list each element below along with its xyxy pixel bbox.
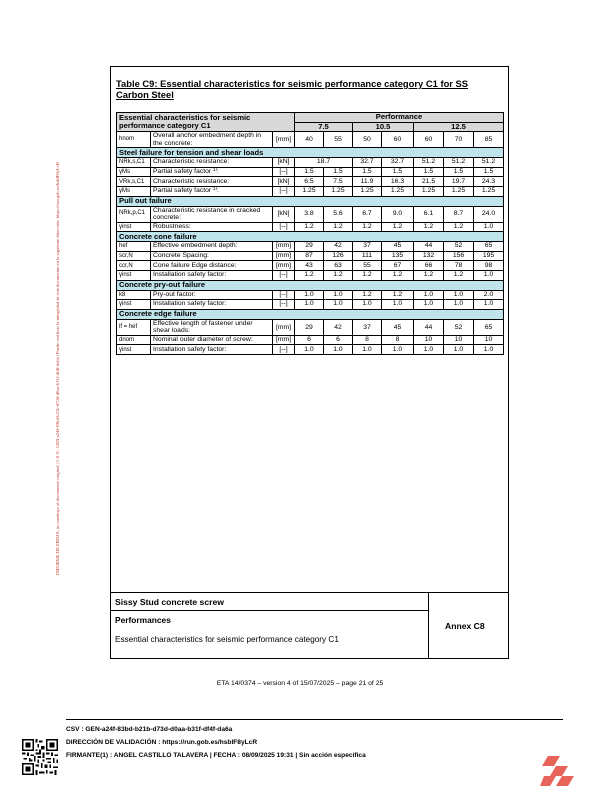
- row-value: 156: [444, 251, 474, 261]
- row-value: 67: [382, 261, 414, 271]
- row-value: 1.25: [324, 186, 353, 196]
- table-row: [117, 335, 504, 345]
- row-symbol: γinst: [117, 300, 151, 310]
- row-value: 7.5: [324, 177, 353, 187]
- row-value: 55: [353, 261, 382, 271]
- row-symbol: NRk,p,C1: [117, 206, 151, 222]
- row-value: 3.8: [295, 206, 324, 222]
- row-value: 1.5: [324, 167, 353, 177]
- row-value: 16.3: [382, 177, 414, 187]
- section-header-row: [117, 280, 504, 290]
- row-value: 1.2: [353, 290, 382, 300]
- row-value: 1.0: [324, 290, 353, 300]
- row-value: 24.0: [474, 206, 504, 222]
- row-value: 65: [474, 319, 504, 335]
- row-unit: [--]: [273, 290, 295, 300]
- row-unit: [mm]: [273, 242, 295, 252]
- row-value: 1.5: [353, 167, 382, 177]
- row-symbol: hef: [117, 242, 151, 252]
- row-value: 1.2: [444, 270, 474, 280]
- row-value: 1.5: [444, 167, 474, 177]
- row-unit: [--]: [273, 345, 295, 355]
- row-value: 1.2: [382, 222, 414, 232]
- row-value: 9.0: [382, 206, 414, 222]
- row-value: 60: [382, 132, 414, 148]
- header-label: Essential characteristics for seismic performance category C1: [117, 113, 295, 132]
- row-value: 98: [474, 261, 504, 271]
- section-title: Concrete pry-out failure: [117, 280, 504, 290]
- table-row: [117, 345, 504, 355]
- row-value: 87: [295, 251, 324, 261]
- row-value: 1.25: [444, 186, 474, 196]
- row-value: 29: [295, 242, 324, 252]
- row-value: 1.0: [353, 300, 382, 310]
- row-value: 1.5: [474, 167, 504, 177]
- table-row: [117, 158, 504, 168]
- category-10-5: 10.5: [353, 122, 414, 132]
- row-value: 10: [444, 335, 474, 345]
- row-value: 29: [295, 319, 324, 335]
- row-value: 6.1: [414, 206, 444, 222]
- row-value: 1.2: [444, 222, 474, 232]
- row-value: 5.6: [324, 206, 353, 222]
- row-label: Installation safety factor:: [151, 345, 273, 355]
- row-value: 51.2: [474, 158, 504, 168]
- table-row: [117, 206, 504, 222]
- table-header: [117, 113, 504, 148]
- row-symbol: lf = hef: [117, 319, 151, 335]
- table-title: Table C9: Essential characteristics for seismic performance category C1 for SS Carbon Steel: [116, 78, 469, 100]
- row-label: Partial safety factor ¹⁾:: [151, 186, 273, 196]
- side-verification-label: INFORME DE FIRMA, no sustituye al documento original | C.S.V.: GEN-a24f-83bd-b21b-d73d-d0aa-b31f-df4f-da6a | Puede verificar la integridad de este documento en la siguiente dirección: https://run.gob.es/hsbIF8yLcR: [55, 162, 60, 575]
- row-unit: [--]: [273, 270, 295, 280]
- row-unit: [--]: [273, 186, 295, 196]
- row-value: 42: [324, 319, 353, 335]
- row-value: 55: [324, 132, 353, 148]
- section-title: Steel failure for tension and shear loads: [117, 148, 504, 158]
- row-value: 21.5: [414, 177, 444, 187]
- row-label: Pry-out factor:: [151, 290, 273, 300]
- side-verification-text: [55, 45, 65, 575]
- annex-left-column: [110, 593, 429, 659]
- validation-url-line[interactable]: DIRECCIÓN DE VALIDACIÓN : https://run.gob.es/hsbIF8yLcR: [66, 739, 258, 746]
- row-value: 1.5: [382, 167, 414, 177]
- row-value: 1.25: [353, 186, 382, 196]
- row-value: 1.0: [444, 290, 474, 300]
- row-value: 1.0: [382, 345, 414, 355]
- row-symbol: dnom: [117, 335, 151, 345]
- row-symbol: scr,N: [117, 251, 151, 261]
- row-value: 10: [474, 335, 504, 345]
- agency-logo-icon: [540, 754, 574, 788]
- row-value: 18.7: [295, 158, 353, 168]
- row-symbol: γinst: [117, 270, 151, 280]
- row-value: 1.2: [414, 222, 444, 232]
- row-value: 1.0: [474, 300, 504, 310]
- row-label: Concrete Spacing:: [151, 251, 273, 261]
- row-value: 32.7: [353, 158, 382, 168]
- row-value: 43: [295, 261, 324, 271]
- row-value: 1.2: [353, 222, 382, 232]
- row-value: 1.0: [414, 300, 444, 310]
- row-label: Partial safety factor ¹⁾:: [151, 167, 273, 177]
- row-value: 1.0: [295, 290, 324, 300]
- table-row: [117, 186, 504, 196]
- row-value: 85: [474, 132, 504, 148]
- row-unit: [kN]: [273, 206, 295, 222]
- row-value: 66: [414, 261, 444, 271]
- annex-description: Essential characteristics for seismic performance category C1: [115, 635, 339, 644]
- row-value: 1.2: [382, 270, 414, 280]
- table-body: [117, 148, 504, 355]
- row-unit: [--]: [273, 222, 295, 232]
- row-symbol: hnom: [117, 132, 151, 148]
- row-value: 1.0: [444, 345, 474, 355]
- row-value: 44: [414, 319, 444, 335]
- table-row: [117, 261, 504, 271]
- row-label: Effective length of fastener under shear loads:: [151, 319, 273, 335]
- section-title: Pull out failure: [117, 196, 504, 206]
- table-row: [117, 270, 504, 280]
- row-unit: [--]: [273, 167, 295, 177]
- row-value: 51.2: [414, 158, 444, 168]
- section-header-row: [117, 148, 504, 158]
- row-value: 51.2: [444, 158, 474, 168]
- signer-line: FIRMANTE(1) : ANGEL CASTILLO TALAVERA | FECHA : 08/09/2025 19:31 | Sin acción específica: [66, 752, 366, 759]
- hnom-row: [117, 132, 504, 148]
- row-unit: [mm]: [273, 251, 295, 261]
- csv-line: CSV : GEN-a24f-83bd-b21b-d73d-d0aa-b31f-df4f-da6a: [66, 726, 233, 733]
- row-value: 78: [444, 261, 474, 271]
- row-label: Nominal outer diameter of screw:: [151, 335, 273, 345]
- signature-divider: [66, 719, 563, 720]
- row-label: Overall anchor embedment depth in the concrete:: [151, 132, 273, 148]
- row-unit: [mm]: [273, 319, 295, 335]
- row-value: 1.0: [382, 300, 414, 310]
- row-label: Characteristic resistance in cracked concrete:: [151, 206, 273, 222]
- row-symbol: γMs: [117, 186, 151, 196]
- category-7-5: 7.5: [295, 122, 353, 132]
- row-value: 40: [295, 132, 324, 148]
- row-value: 1.25: [414, 186, 444, 196]
- row-symbol: k8: [117, 290, 151, 300]
- row-label: Characteristic resistance:: [151, 158, 273, 168]
- row-value: 1.2: [295, 270, 324, 280]
- row-symbol: γMs: [117, 167, 151, 177]
- row-value: 1.0: [444, 300, 474, 310]
- row-value: 1.2: [382, 290, 414, 300]
- row-value: 63: [324, 261, 353, 271]
- row-value: 1.2: [324, 270, 353, 280]
- row-unit: [mm]: [273, 261, 295, 271]
- table-row: [117, 290, 504, 300]
- row-label: Installation safety factor:: [151, 270, 273, 280]
- row-value: 111: [353, 251, 382, 261]
- row-value: 65: [474, 242, 504, 252]
- section-header-row: [117, 309, 504, 319]
- row-value: 1.25: [295, 186, 324, 196]
- row-value: 37: [353, 242, 382, 252]
- table-row: [117, 300, 504, 310]
- row-unit: [--]: [273, 300, 295, 310]
- row-label: Cone failure Edge distance:: [151, 261, 273, 271]
- row-symbol: VRk,s,C1: [117, 177, 151, 187]
- row-value: 195: [474, 251, 504, 261]
- row-value: 1.0: [353, 345, 382, 355]
- row-value: 60: [414, 132, 444, 148]
- row-value: 6: [295, 335, 324, 345]
- row-value: 1.0: [295, 345, 324, 355]
- seismic-table: [116, 112, 504, 355]
- row-value: 10: [414, 335, 444, 345]
- row-value: 1.25: [382, 186, 414, 196]
- row-label: Robustness:: [151, 222, 273, 232]
- row-value: 1.2: [324, 222, 353, 232]
- row-label: Installation safety factor:: [151, 300, 273, 310]
- row-value: 2.0: [474, 290, 504, 300]
- row-value: 1.5: [295, 167, 324, 177]
- row-value: 1.2: [414, 270, 444, 280]
- row-value: 19.7: [444, 177, 474, 187]
- row-value: 6.5: [295, 177, 324, 187]
- row-label: Characteristic resistance:: [151, 177, 273, 187]
- row-value: 45: [382, 319, 414, 335]
- row-value: 126: [324, 251, 353, 261]
- row-value: 1.2: [295, 222, 324, 232]
- table-row: [117, 319, 504, 335]
- row-symbol: γinst: [117, 345, 151, 355]
- row-value: 70: [444, 132, 474, 148]
- performance-header: Performance: [295, 113, 504, 123]
- row-unit: [kN]: [273, 158, 295, 168]
- row-value: 1.0: [295, 300, 324, 310]
- table-row: [117, 242, 504, 252]
- annex-label: Annex C8: [445, 621, 485, 631]
- row-value: 132: [414, 251, 444, 261]
- row-value: 1.0: [474, 222, 504, 232]
- row-value: 11.9: [353, 177, 382, 187]
- category-12-5: 12.5: [414, 122, 504, 132]
- row-value: 8.7: [444, 206, 474, 222]
- table-row: [117, 251, 504, 261]
- row-symbol: ccr,N: [117, 261, 151, 271]
- row-value: 8: [353, 335, 382, 345]
- row-label: Effective embedment depth:: [151, 242, 273, 252]
- row-unit: [mm]: [273, 335, 295, 345]
- row-value: 50: [353, 132, 382, 148]
- row-value: 52: [444, 242, 474, 252]
- row-value: 1.5: [414, 167, 444, 177]
- section-title: Concrete edge failure: [117, 309, 504, 319]
- row-unit: [mm]: [273, 132, 295, 148]
- row-value: 1.0: [474, 270, 504, 280]
- row-value: 6.7: [353, 206, 382, 222]
- annex-block: [110, 592, 509, 659]
- product-name: Sissy Stud concrete screw: [110, 593, 428, 611]
- section-header-row: [117, 232, 504, 242]
- row-value: 52: [444, 319, 474, 335]
- row-value: 45: [382, 242, 414, 252]
- section-header-row: [117, 196, 504, 206]
- row-value: 1.0: [324, 300, 353, 310]
- table-row: [117, 222, 504, 232]
- row-value: 32.7: [382, 158, 414, 168]
- performances-heading: Performances: [115, 615, 171, 625]
- row-symbol: NRk,s,C1: [117, 158, 151, 168]
- row-symbol: γinst: [117, 222, 151, 232]
- table-row: [117, 167, 504, 177]
- row-value: 135: [382, 251, 414, 261]
- table-row: [117, 177, 504, 187]
- qr-code-icon: [22, 739, 58, 775]
- row-value: 42: [324, 242, 353, 252]
- page-footer: ETA 14/0374 – version 4 of 15/07/2025 – page 21 of 25: [216, 680, 384, 687]
- row-unit: [kN]: [273, 177, 295, 187]
- row-value: 1.0: [324, 345, 353, 355]
- row-value: 8: [382, 335, 414, 345]
- section-title: Concrete cone failure: [117, 232, 504, 242]
- row-value: 1.0: [414, 290, 444, 300]
- row-value: 1.0: [414, 345, 444, 355]
- row-value: 1.0: [474, 345, 504, 355]
- row-value: 37: [353, 319, 382, 335]
- row-value: 6: [324, 335, 353, 345]
- row-value: 44: [414, 242, 444, 252]
- row-value: 1.2: [353, 270, 382, 280]
- row-value: 1.25: [474, 186, 504, 196]
- row-value: 24.3: [474, 177, 504, 187]
